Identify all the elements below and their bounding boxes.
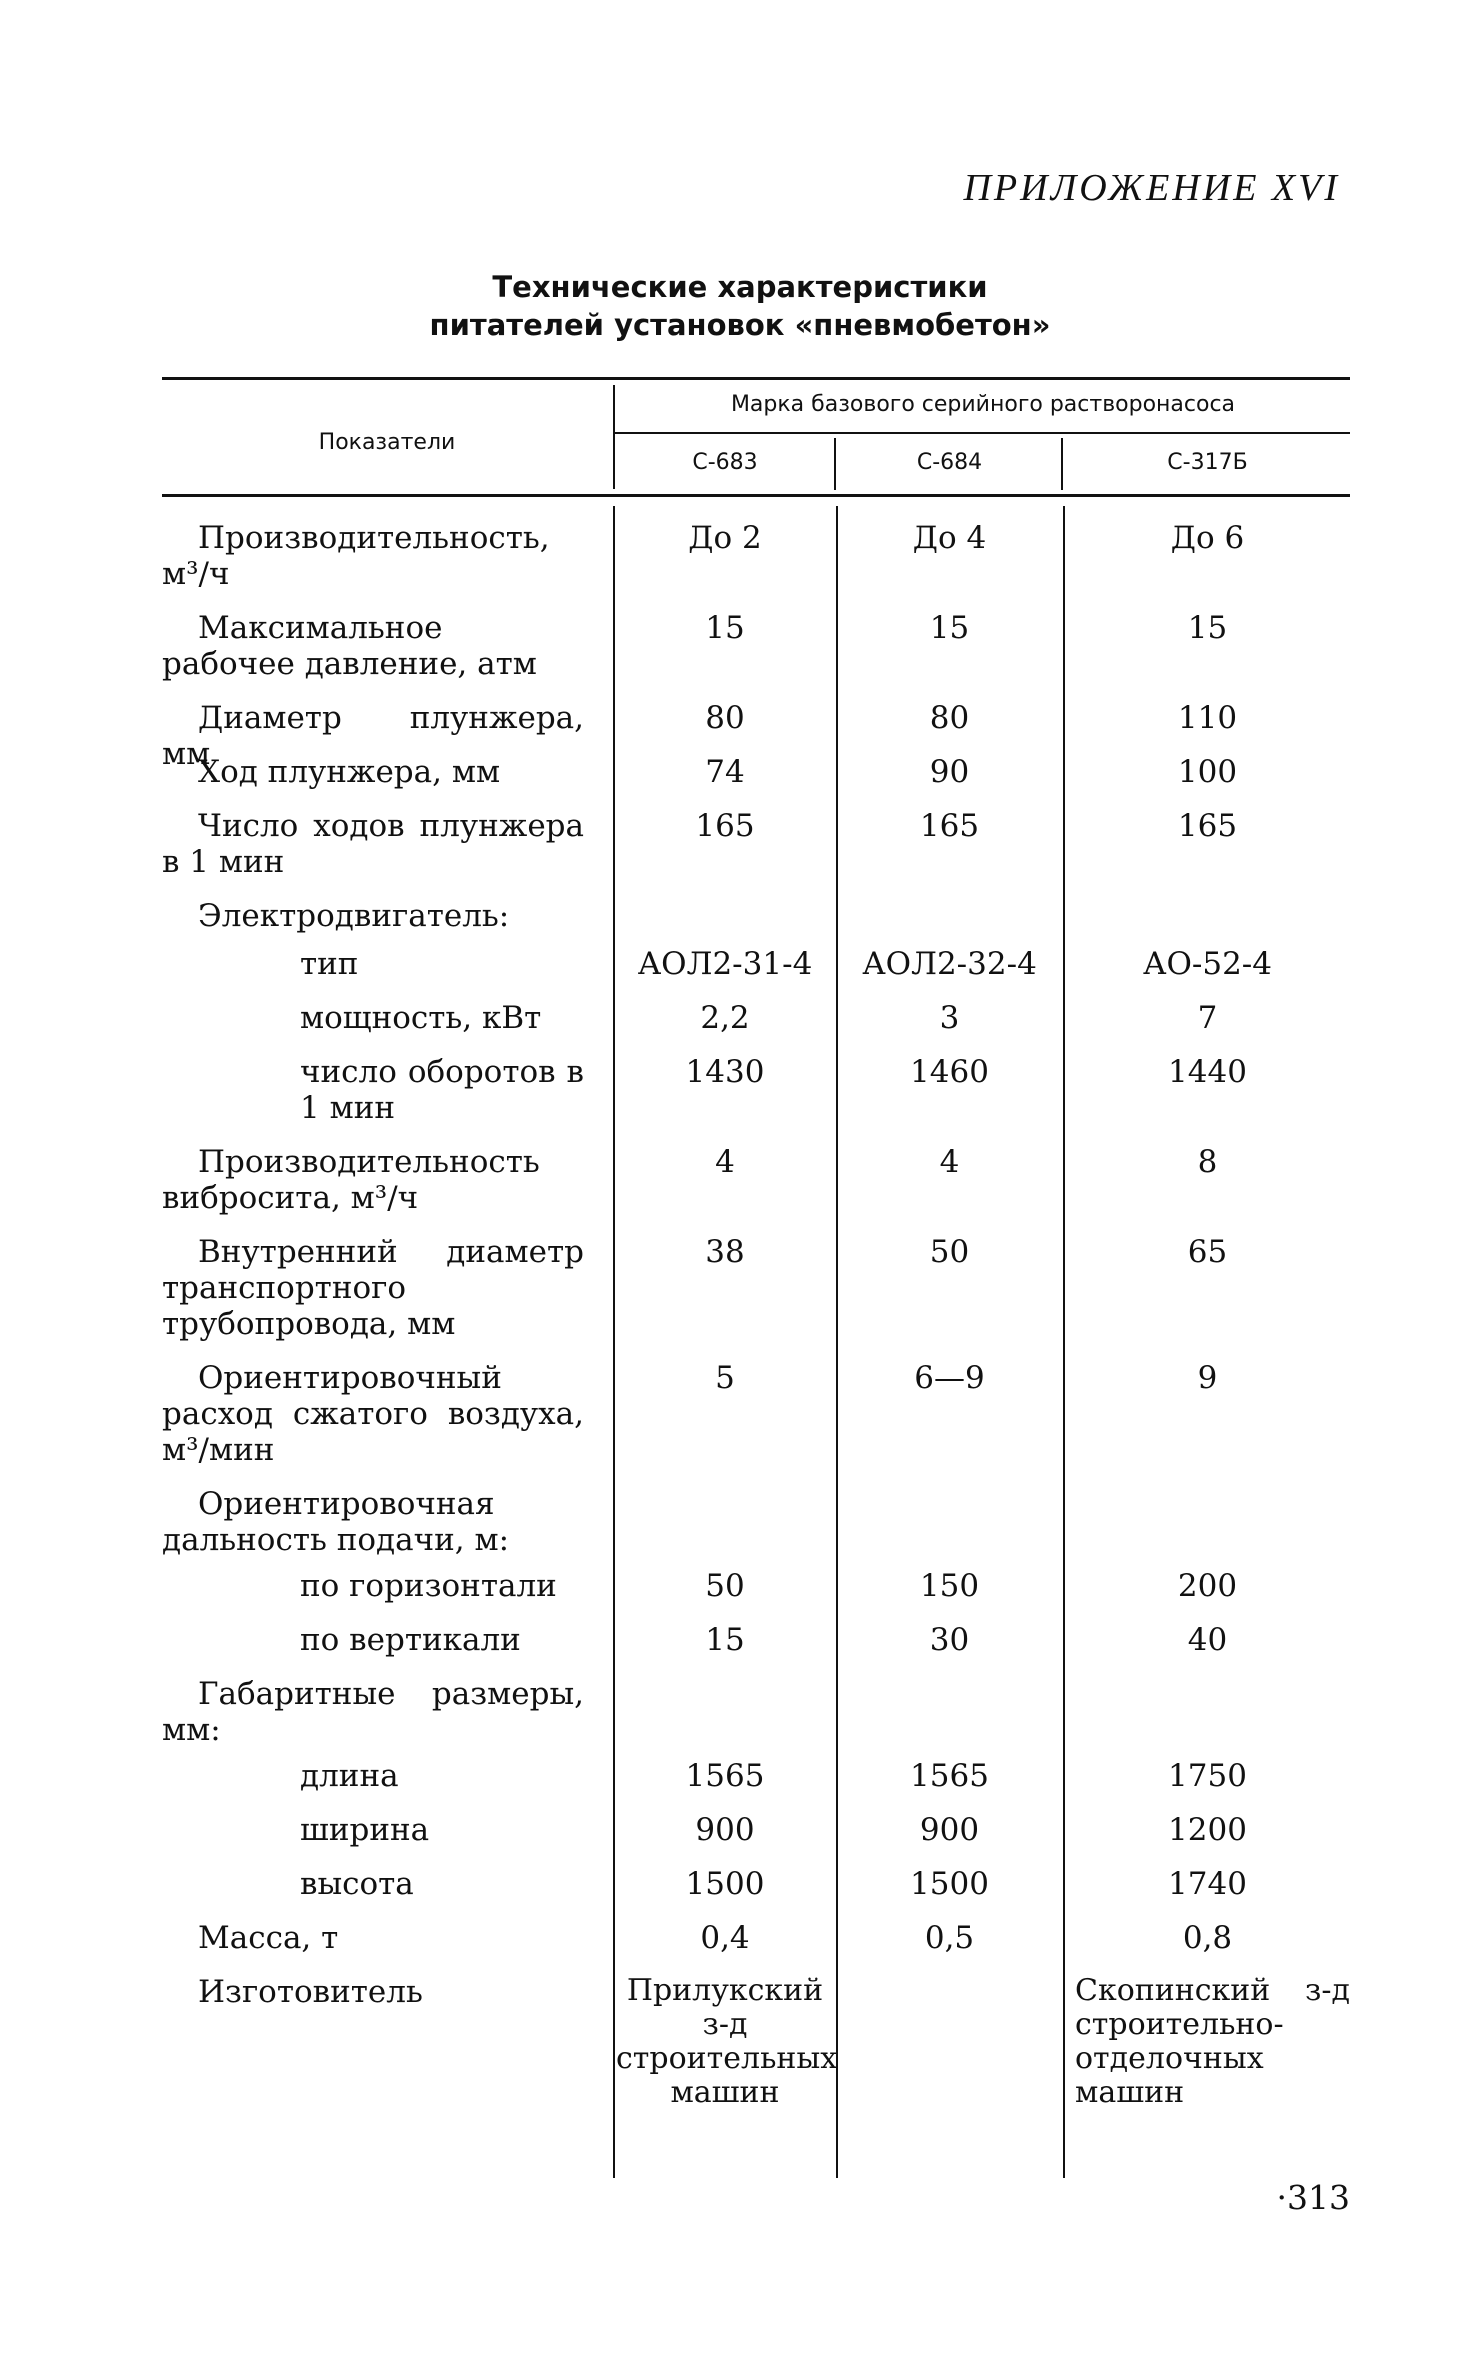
header-group: Марка базового серийного растворонасоса (730, 392, 1236, 417)
table-row (0, 754, 1476, 808)
row-label: по горизонтали (300, 1568, 557, 1604)
row-value-c684: 165 (919, 808, 980, 844)
row-value-c683: До 2 (688, 520, 762, 556)
row-value-c317b: 8 (1197, 1144, 1218, 1180)
table-row (0, 1000, 1476, 1054)
row-value-c317b: До 6 (1170, 520, 1245, 556)
row-value-c683: 15 (705, 610, 745, 646)
table-row (0, 1144, 1476, 1234)
row-label: ширина (300, 1812, 430, 1848)
row-value-c683: 4 (715, 1144, 735, 1180)
row-label: Электродвигатель: (198, 898, 510, 934)
row-value-c684: 150 (919, 1568, 980, 1604)
row-label: по вертикали (300, 1622, 521, 1658)
row-value-c683: 15 (705, 1622, 745, 1658)
row-value-c684: 900 (919, 1812, 980, 1848)
table-row (0, 1622, 1476, 1676)
row-label: Максимальное рабочее давление, атм (162, 610, 537, 682)
header-group-rule (614, 432, 1350, 434)
table-row (0, 1866, 1476, 1920)
row-value-c683: Прилукский з-д строительных машин (616, 1973, 838, 2110)
row-value-c683: 1500 (685, 1866, 765, 1902)
row-value-c684: 15 (929, 610, 970, 646)
row-label: Производительность, м³/ч (162, 520, 550, 592)
table-body (0, 520, 1476, 2134)
row-value-c317b: 1440 (1168, 1054, 1247, 1090)
row-value-c317b: Скопинский з-д строительно-отделочных машин (1075, 1973, 1350, 2110)
header-divider-1 (834, 438, 836, 490)
row-value-c683: 74 (705, 754, 745, 790)
row-value-c684: 90 (929, 754, 970, 790)
row-value-c317b: АО-52-4 (1142, 946, 1272, 982)
header-divider-2 (1061, 438, 1063, 490)
row-label: Ориентировочная дальность подачи, м: (162, 1486, 510, 1558)
row-label: Изготовитель (198, 1974, 423, 2010)
row-label: мощность, кВт (300, 1000, 542, 1036)
row-label: число оборотов в 1 мин (300, 1054, 584, 1126)
header-bottom-rule (162, 494, 1350, 497)
row-label: Ход плунжера, мм (198, 754, 501, 790)
row-value-c317b: 165 (1177, 808, 1238, 844)
row-value-c684: 1500 (910, 1866, 989, 1902)
table-row (0, 1974, 1476, 2134)
row-label: Диаметр плунжера, мм (162, 700, 584, 772)
row-value-c683: 5 (715, 1360, 735, 1396)
model-col-1: С-683 (692, 450, 758, 475)
row-label: Ориентировочный расход сжатого воздуха, м³/мин (162, 1360, 584, 1468)
row-value-c317b: 7 (1197, 1000, 1218, 1036)
table-row (0, 1360, 1476, 1486)
row-value-c317b: 100 (1177, 754, 1238, 790)
table-row (0, 1486, 1476, 1568)
row-value-c317b: 0,8 (1182, 1920, 1233, 1956)
table-row (0, 1234, 1476, 1360)
table-row (0, 1676, 1476, 1758)
row-value-c317b: 1740 (1168, 1866, 1247, 1902)
row-value-c317b: 110 (1177, 700, 1238, 736)
row-label: тип (300, 946, 359, 982)
row-label: длина (300, 1758, 399, 1794)
row-value-c684: До 4 (912, 520, 987, 556)
appendix-label: ПРИЛОЖЕНИЕ XVI (963, 167, 1340, 209)
row-label: высота (300, 1866, 414, 1902)
row-value-c317b: 40 (1187, 1622, 1228, 1658)
row-value-c683: 1565 (685, 1758, 765, 1794)
row-value-c317b: 15 (1187, 610, 1228, 646)
table-row (0, 1758, 1476, 1812)
page-number: ·313 (1276, 2178, 1350, 2217)
row-value-c683: 0,4 (700, 1920, 750, 1956)
row-value-c317b: 1750 (1168, 1758, 1247, 1794)
row-value-c683: 50 (705, 1568, 745, 1604)
table-row (0, 1054, 1476, 1144)
row-value-c317b: 200 (1177, 1568, 1238, 1604)
table-row (0, 946, 1476, 1000)
row-value-c684: 50 (929, 1234, 970, 1270)
table-row (0, 1568, 1476, 1622)
model-col-2: С-684 (916, 450, 983, 475)
row-value-c684: 0,5 (924, 1920, 975, 1956)
table-row (0, 808, 1476, 898)
table-row (0, 520, 1476, 610)
row-label: Внутренний диаметр транспортного трубопровода, мм (162, 1234, 584, 1342)
row-value-c683: 900 (695, 1812, 755, 1848)
row-value-c683: 38 (705, 1234, 745, 1270)
row-value-c684: 80 (929, 700, 970, 736)
row-value-c683: 1430 (685, 1054, 765, 1090)
row-value-c317b: 1200 (1168, 1812, 1247, 1848)
model-col-3: С-317Б (1167, 450, 1248, 475)
table-row (0, 1920, 1476, 1974)
table-row (0, 1812, 1476, 1866)
row-label: Производительность вибросита, м³/ч (162, 1144, 540, 1216)
title-line-1: Технические характеристики (492, 270, 988, 304)
table-row (0, 898, 1476, 946)
row-value-c683: 80 (705, 700, 745, 736)
row-value-c684: 3 (939, 1000, 960, 1036)
row-value-c683: 2,2 (700, 1000, 750, 1036)
row-value-c683: 165 (695, 808, 755, 844)
header-divider-main (613, 385, 615, 489)
row-value-c684: 1460 (910, 1054, 989, 1090)
table-title (380, 268, 1100, 344)
row-value-c317b: 9 (1197, 1360, 1218, 1396)
row-value-c684: 6—9 (914, 1360, 985, 1396)
row-value-c684: 4 (939, 1144, 960, 1180)
row-label: Масса, т (198, 1920, 339, 1956)
row-value-c684: АОЛ2-32-4 (862, 946, 1037, 982)
row-value-c683: АОЛ2-31-4 (637, 946, 813, 982)
row-value-c684: 30 (929, 1622, 970, 1658)
row-value-c684: 1565 (910, 1758, 989, 1794)
header-top-rule (162, 377, 1350, 380)
title-line-2: питателей установок «пневмобетон» (429, 308, 1051, 342)
table-row (0, 610, 1476, 700)
row-value-c317b: 65 (1187, 1234, 1228, 1270)
row-label: Габаритные размеры, мм: (162, 1676, 584, 1748)
header-indicator: Показатели (318, 430, 456, 455)
row-label: Число ходов плунжера в 1 мин (162, 808, 584, 880)
